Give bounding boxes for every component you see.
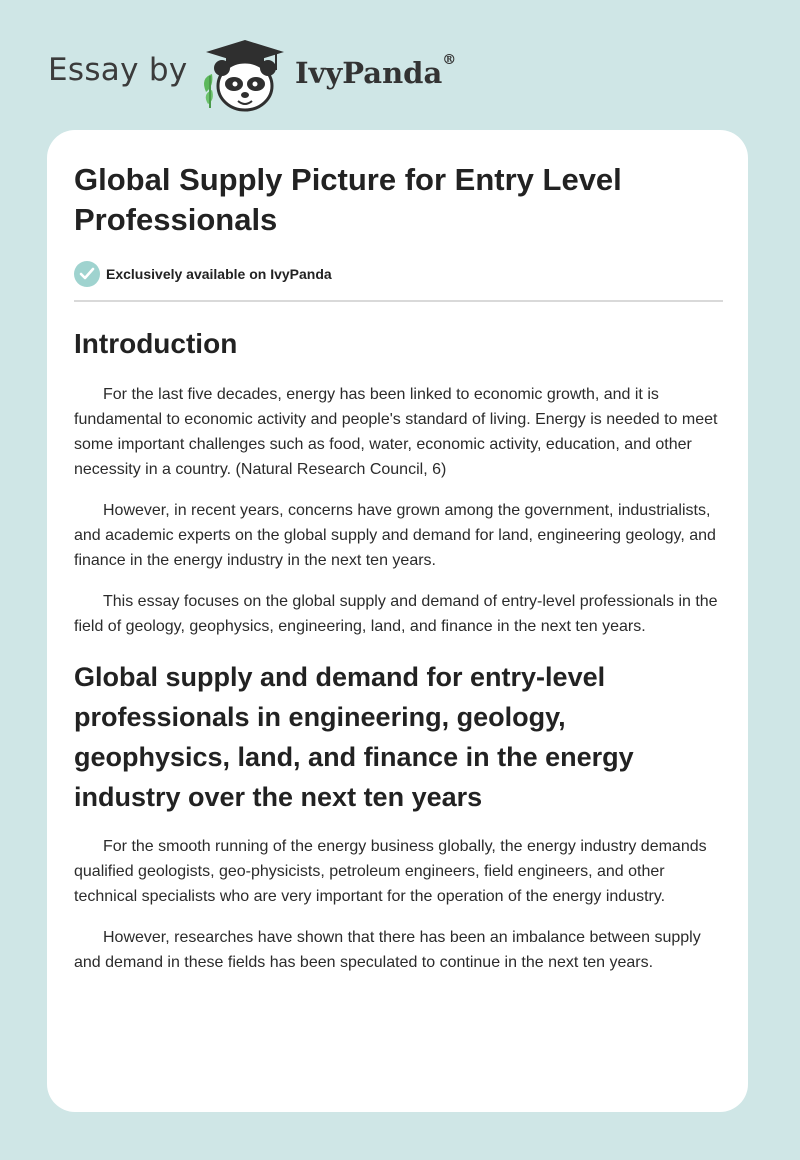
badge-text: Exclusively available on IvyPanda xyxy=(106,266,332,282)
paragraph: For the last five decades, energy has been linked to economic growth, and it is fundamental to economic activity and people's standard of living. Energy is needed to meet some important challenges such as food, water, economic activity, education, and other necessity in a country. (Natural Research Council, 6) xyxy=(74,386,718,478)
panda-graduate-icon[interactable] xyxy=(200,34,290,114)
site-header xyxy=(48,30,748,114)
check-circle-icon xyxy=(74,261,100,287)
section-heading-global-supply: Global supply and demand for entry-level professionals in engineering, geology, geophysics, land, and finance in the energy industry over the next ten years xyxy=(74,662,634,812)
exclusive-badge xyxy=(74,260,724,288)
article-card xyxy=(47,130,748,1112)
article-content xyxy=(74,160,724,975)
divider xyxy=(74,300,723,302)
brand-name[interactable] xyxy=(295,52,457,90)
paragraph: For the smooth running of the energy business globally, the energy industry demands qualified geologists, geo-physicists, petroleum engineers, field engineers, and other technical specialists who are very important for the operation of the energy industry. xyxy=(74,838,707,905)
paragraph: However, in recent years, concerns have grown among the government, industrialists, and academic experts on the global supply and demand for land, engineering geology, and finance in the energy industry in the next ten years. xyxy=(74,502,716,569)
paragraph: However, researches have shown that there has been an imbalance between supply and demand in these fields has been speculated to continue in the next ten years. xyxy=(74,929,701,971)
paragraph: This essay focuses on the global supply and demand of entry-level professionals in the field of geology, geophysics, engineering, land, and finance in the next ten years. xyxy=(74,593,718,635)
essay-by-label: Essay by xyxy=(48,52,188,88)
page-title: Global Supply Picture for Entry Level Professionals xyxy=(74,162,622,237)
registered-mark: ® xyxy=(442,52,457,68)
brand-text: IvyPanda xyxy=(295,56,443,90)
section-heading-introduction: Introduction xyxy=(74,328,238,359)
